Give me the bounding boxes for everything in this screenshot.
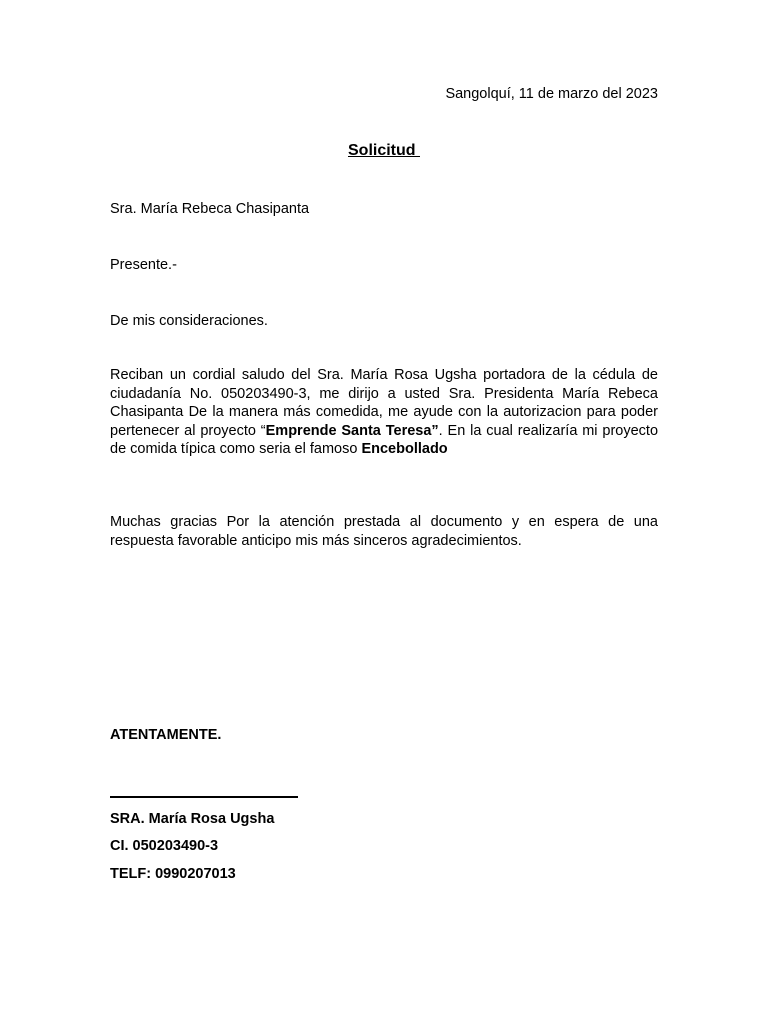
presente-line: Presente.- [110, 257, 177, 273]
closing-line: ATENTAMENTE. [110, 727, 222, 743]
signatory-name: SRA. María Rosa Ugsha [110, 811, 275, 827]
signatory-ci: CI. 050203490-3 [110, 838, 219, 854]
body-paragraph-1 [110, 366, 658, 459]
body-paragraph-2: Muchas gracias Por la atención prestada al documento y en espera de una respuesta favorable anticipo mis más sinceros agradecimientos. [110, 514, 658, 549]
signature-line [110, 796, 298, 798]
recipient-line: Sra. María Rebeca Chasipanta [110, 201, 310, 217]
paragraph1-text-part2: . En la cual realizaría mi proyecto de comida típica como seria el famoso [110, 422, 659, 457]
considerations-line: De mis consideraciones. [110, 313, 268, 329]
signatory-phone: TELF: 0990207013 [110, 866, 236, 882]
project-name: Emprende Santa Teresa” [265, 422, 439, 439]
paragraph1-text-part1: Reciban un cordial saludo del Sra. María Rosa Ugsha portadora de la cédula de ciudadanía No. 050203490-3, me dirijo a usted Sra. Presidenta María Rebeca Chasipanta De la manera más comedida, me ayude con la autorizacion para poder pertenecer al proyecto “ [110, 367, 658, 439]
letter-title: Solicitud [348, 142, 420, 159]
dish-name: Encebollado [361, 441, 448, 457]
letter-date: Sangolquí, 11 de marzo del 2023 [445, 86, 658, 102]
